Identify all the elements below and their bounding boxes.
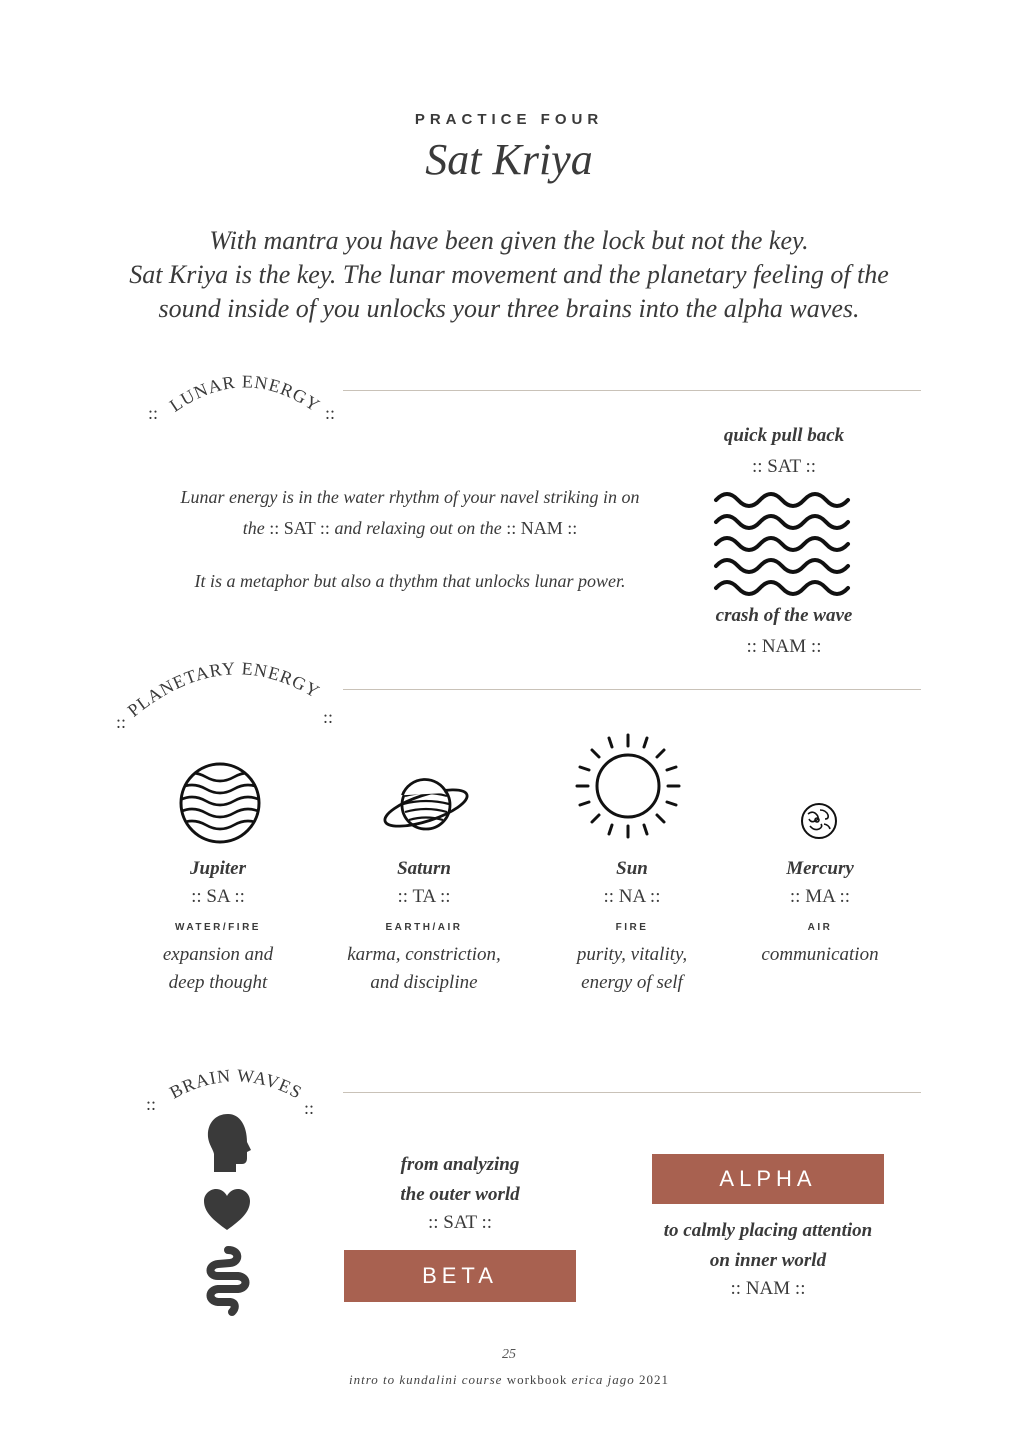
footer-credit bbox=[0, 1372, 1018, 1388]
page-title: Sat Kriya bbox=[425, 135, 593, 184]
alpha-mantra: :: NAM :: bbox=[730, 1278, 806, 1299]
heart-icon bbox=[203, 1188, 251, 1232]
planet-saturn bbox=[324, 858, 524, 997]
planet-mantra: :: TA :: bbox=[397, 886, 451, 907]
planetary-heading-text: PLANETARY ENERGY bbox=[123, 658, 324, 721]
alpha-line-1: to calmly placing attention bbox=[663, 1220, 873, 1241]
planet-name: Jupiter bbox=[190, 858, 246, 879]
alpha-line-2: on inner world bbox=[709, 1250, 827, 1271]
planet-sun bbox=[532, 858, 732, 997]
intro-line-2: Sat Kriya is the key. The lunar movement and the planetary feeling of the bbox=[129, 260, 889, 289]
planet-mantra: :: MA :: bbox=[789, 886, 851, 907]
brain-heading-text: BRAIN WAVES bbox=[166, 1065, 306, 1103]
beta-line-2: the outer world bbox=[400, 1184, 520, 1205]
footer-course: intro to kundalini course bbox=[349, 1372, 503, 1387]
planet-desc-1: expansion and bbox=[162, 944, 274, 965]
brain-dots-left: :: bbox=[146, 1094, 157, 1114]
beta-line-1: from analyzing bbox=[400, 1154, 520, 1175]
planet-mantra: :: NA :: bbox=[603, 886, 661, 907]
planet-desc-2: and discipline bbox=[370, 972, 478, 993]
planet-desc-1: karma, constriction, bbox=[347, 944, 501, 965]
planet-desc-2: energy of self bbox=[581, 972, 683, 993]
planet-element: AIR bbox=[807, 922, 833, 933]
jupiter-icon bbox=[178, 761, 262, 845]
planetary-heading bbox=[110, 640, 350, 730]
planetary-dots-left: :: bbox=[116, 712, 127, 732]
beta-mantra: :: SAT :: bbox=[427, 1212, 493, 1233]
planet-jupiter bbox=[118, 858, 318, 997]
planet-element: EARTH/AIR bbox=[385, 922, 463, 933]
lunar-body-line-1: Lunar energy is in the water rhythm of your navel striking in on bbox=[180, 487, 640, 507]
eyebrow-label: PRACTICE FOUR bbox=[414, 111, 604, 128]
lunar-sat-mantra: :: SAT :: bbox=[751, 456, 817, 477]
footer-year: 2021 bbox=[638, 1372, 669, 1387]
lunar-dots-left: :: bbox=[148, 403, 159, 423]
planet-mantra: :: SA :: bbox=[191, 886, 245, 907]
planet-name: Saturn bbox=[397, 858, 451, 879]
planet-desc-2: deep thought bbox=[168, 972, 268, 993]
intro-paragraph bbox=[0, 224, 1018, 326]
waves-icon bbox=[712, 486, 856, 596]
lunar-divider bbox=[343, 390, 921, 391]
quick-pull-back-label: quick pull back bbox=[723, 425, 845, 446]
lunar-heading bbox=[145, 360, 345, 430]
planet-desc-1: communication bbox=[761, 944, 879, 965]
planet-mercury bbox=[720, 858, 920, 969]
head-icon bbox=[202, 1112, 254, 1174]
intro-line-3: sound inside of you unlocks your three brains into the alpha waves. bbox=[158, 294, 860, 323]
planet-desc-1: purity, vitality, bbox=[576, 944, 688, 965]
planet-element: FIRE bbox=[615, 922, 649, 933]
planetary-dots-right: :: bbox=[323, 707, 334, 727]
lunar-heading-text: LUNAR ENERGY bbox=[165, 371, 325, 416]
brain-dots-right: :: bbox=[304, 1098, 315, 1118]
page-number: 25 bbox=[502, 1347, 516, 1362]
saturn-icon bbox=[380, 770, 472, 840]
footer-author: erica jago bbox=[571, 1372, 635, 1387]
planetary-divider bbox=[343, 689, 921, 690]
beta-box: BETA bbox=[344, 1250, 576, 1302]
alpha-description bbox=[620, 1216, 916, 1276]
sun-icon bbox=[572, 730, 684, 842]
brain-divider bbox=[343, 1092, 921, 1093]
planet-name: Mercury bbox=[786, 858, 854, 879]
nam-mantra-inline: :: NAM :: bbox=[506, 518, 578, 538]
sat-mantra-inline: :: SAT :: bbox=[269, 518, 330, 538]
lunar-body bbox=[120, 482, 700, 597]
footer-workbook: workbook bbox=[506, 1372, 568, 1387]
intestine-icon bbox=[204, 1246, 252, 1316]
crash-of-the-wave-label: crash of the wave bbox=[715, 605, 853, 626]
lunar-dots-right: :: bbox=[325, 403, 336, 423]
beta-description bbox=[344, 1150, 576, 1210]
planet-name: Sun bbox=[616, 858, 648, 879]
lunar-nam-mantra: :: NAM :: bbox=[746, 636, 822, 657]
alpha-box: ALPHA bbox=[652, 1154, 884, 1204]
intro-line-1: With mantra you have been given the lock but not the key. bbox=[209, 226, 809, 255]
planet-element: WATER/FIRE bbox=[175, 922, 261, 933]
lunar-body-line-2: the :: SAT :: and relaxing out on the :: NAM :: bbox=[242, 518, 578, 538]
lunar-body-line-3: It is a metaphor but also a thythm that unlocks lunar power. bbox=[194, 571, 626, 591]
mercury-icon bbox=[800, 802, 838, 840]
